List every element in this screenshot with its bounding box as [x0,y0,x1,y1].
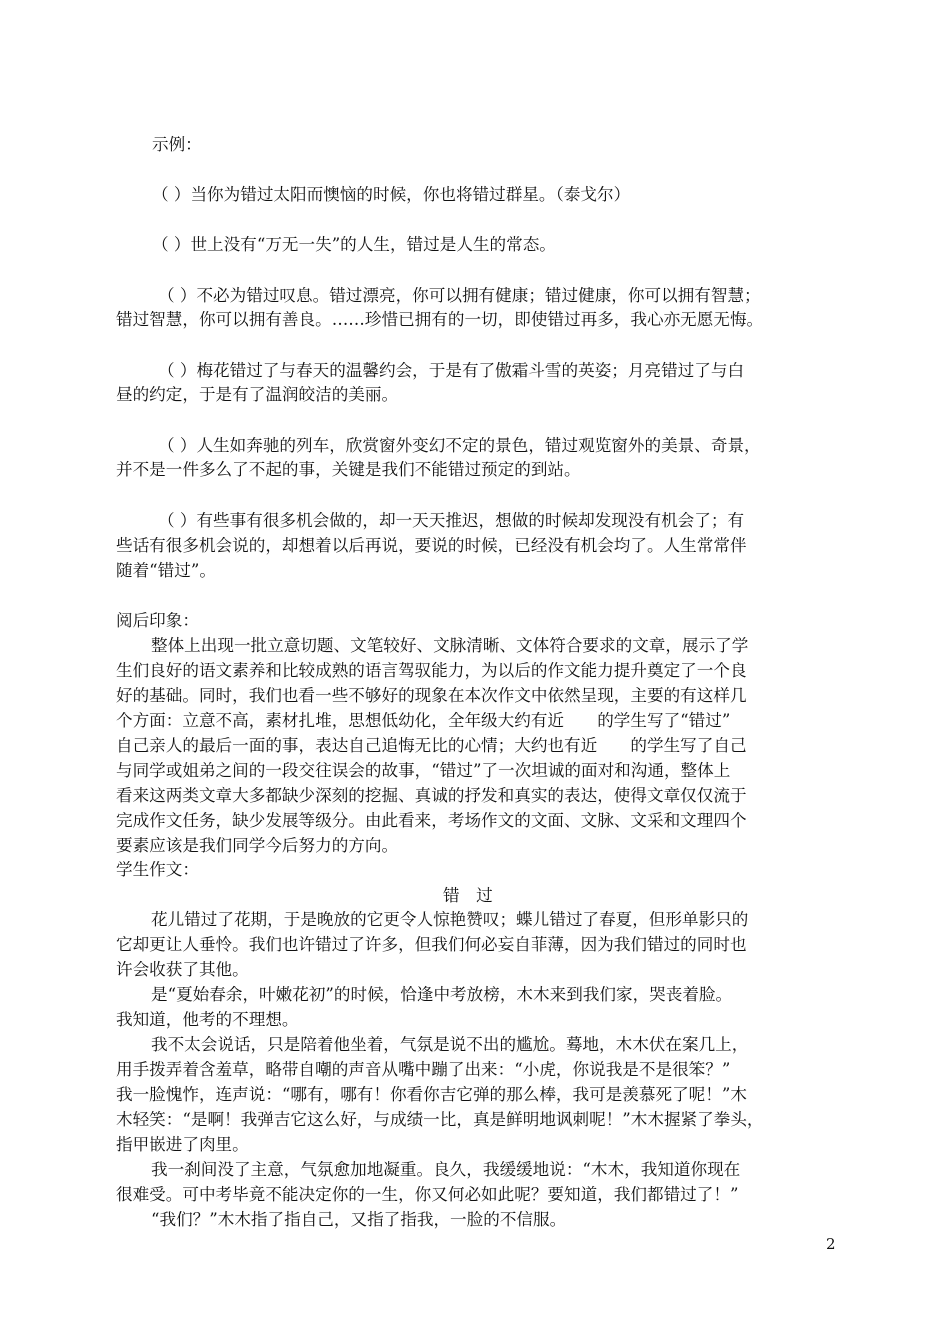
example-6-line-3: 随着“错过”。 [116,561,216,580]
essay-line-9: 木轻笑：“是啊！我弹吉它这么好，与成绩一比，真是鲜明地讽刺呢！”木木握紧了拳头， [116,1110,764,1129]
impression-heading: 阅后印象： [116,611,199,630]
essay-line-8: 我一脸愧怍，连声说：“哪有，哪有！你看你吉它弹的那么棒，我可是羡慕死了呢！”木 [116,1085,747,1104]
impression-line-3: 好的基础。同时，我们也看一些不够好的现象在本次作文中依然呈现，主要的有这样几 [116,686,747,705]
example-1-line-1: （ ）当你为错过太阳而懊恼的时候，你也将错过群星。（泰戈尔） [152,185,631,204]
impression-line-8: 完成作文任务，缺少发展等级分。由此看来，考场作文的文面、文脉、文采和文理四个 [116,811,747,830]
impression-line-4: 个方面：立意不高，素材扎堆，思想低幼化，全年级大约有近 的学生写了“错过” [116,711,731,730]
impression-line-6: 与同学或姐弟之间的一段交往误会的故事，“错过”了一次坦诚的面对和沟通，整体上 [116,761,731,780]
example-5-line-2: 并不是一件多么了不起的事，关键是我们不能错过预定的到站。 [116,460,581,479]
essay-line-6: 我不太会说话，只是陪着他坐着，气氛是说不出的尴尬。蓦地，木木伏在案几上， [151,1035,749,1054]
essay-title: 错 过 [443,886,493,905]
example-5-line-1: （ ）人生如奔驰的列车，欣赏窗外变幻不定的景色，错过观览窗外的美景、奇景， [158,436,761,455]
essay-line-4: 是“夏始春余，叶嫩花初”的时候，恰逢中考放榜，木木来到我们家，哭丧着脸。 [151,985,733,1004]
essay-line-11: 我一刹间没了主意，气氛愈加地凝重。良久，我缓缓地说：“木木，我知道你现在 [151,1160,741,1179]
example-heading: 示例： [152,135,202,154]
example-6-line-1: （ ）有些事有很多机会做的，却一天天推迟，想做的时候却发现没有机会了；有 [158,511,745,530]
essay-line-12: 很难受。可中考毕竟不能决定你的一生，你又何必如此呢？要知道，我们都错过了！” [116,1185,739,1204]
example-4-line-2: 昼的约定，于是有了温润皎洁的美丽。 [116,385,399,404]
essay-line-13: “我们？”木木指了指自己，又指了指我，一脸的不信服。 [151,1210,567,1229]
impression-line-7: 看来这两类文章大多都缺少深刻的挖掘、真诚的抒发和真实的表达，使得文章仅仅流于 [116,786,747,805]
example-3-line-2: 错过智慧，你可以拥有善良。……珍惜已拥有的一切，即使错过再多，我心亦无愿无悔。 [116,310,764,329]
essay-line-1: 花儿错过了花期，于是晚放的它更令人惊艳赞叹；蝶儿错过了春夏，但形单影只的 [151,910,749,929]
example-6-line-2: 些话有很多机会说的，却想着以后再说，要说的时候，已经没有机会均了。人生常常伴 [116,536,747,555]
essay-line-7: 用手拨弄着含羞草，略带自嘲的声音从嘴中蹦了出来：“小虎，你说我是不是很笨？” [116,1060,731,1079]
impression-line-5: 自己亲人的最后一面的事，表达自己追悔无比的心情；大约也有近 的学生写了自己 [116,736,747,755]
impression-line-9: 要素应该是我们同学今后努力的方向。 [116,836,399,855]
essay-line-3: 许会收获了其他。 [116,960,249,979]
example-4-line-1: （ ）梅花错过了与春天的温馨约会，于是有了傲霜斗雪的英姿；月亮错过了与白 [158,361,745,380]
example-3-line-1: （ ）不必为错过叹息。错过漂亮，你可以拥有健康；错过健康，你可以拥有智慧； [158,286,761,305]
essay-heading: 学生作文： [116,860,199,879]
essay-line-5: 我知道，他考的不理想。 [116,1010,299,1029]
page-number: 2 [826,1235,836,1253]
example-2-line-1: （ ）世上没有“万无一失”的人生，错过是人生的常态。 [152,235,556,254]
impression-line-1: 整体上出现一批立意切题、文笔较好、文脉清晰、文体符合要求的文章，展示了学 [151,636,749,655]
impression-line-2: 生们良好的语文素养和比较成熟的语言驾驭能力，为以后的作文能力提升奠定了一个良 [116,661,747,680]
essay-line-10: 指甲嵌进了肉里。 [116,1135,249,1154]
essay-line-2: 它却更让人垂怜。我们也许错过了许多，但我们何必妄自菲薄，因为我们错过的同时也 [116,935,747,954]
